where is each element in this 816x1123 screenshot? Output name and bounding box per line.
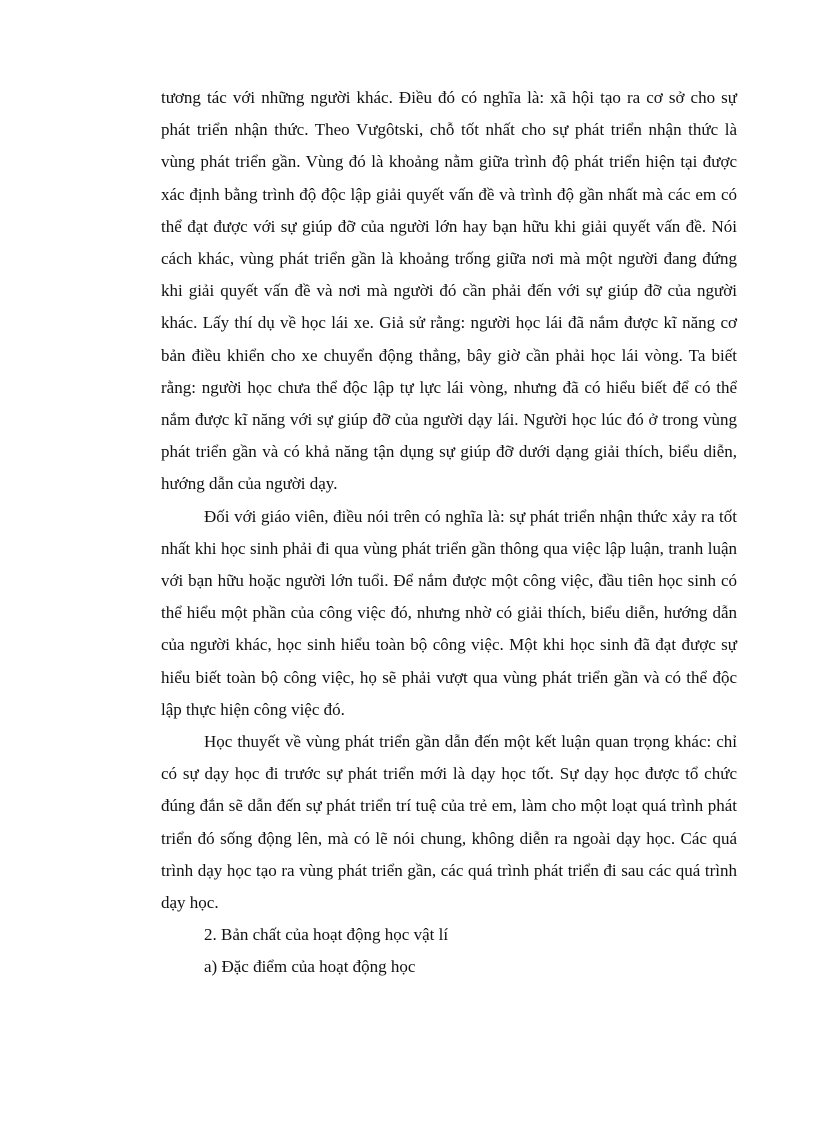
subsection-heading: a) Đặc điểm của hoạt động học (204, 957, 416, 977)
section-heading: 2. Bản chất của hoạt động học vật lí (204, 925, 449, 945)
body-paragraph: Học thuyết về vùng phát triển gần dẫn đến một kết luận quan trọng khác: chỉ có sự dạy học đi trước sự phát triển mới là dạy học tốt. Sự dạy học được tổ chức đúng đắn sẽ dẫn đến sự phát triển trí tuệ của trẻ em, làm cho một loạt quá trình phát triển đó sống động lên, mà có lẽ nói chung, không diễn ra ngoài dạy học. Các quá trình dạy học tạo ra vùng phát triển gần, các quá trình phát triển đi sau các quá trình dạy học. (161, 732, 737, 913)
body-paragraph: Đối với giáo viên, điều nói trên có nghĩa là: sự phát triển nhận thức xảy ra tốt nhất khi học sinh phải đi qua vùng phát triển gần thông qua việc lập luận, tranh luận với bạn hữu hoặc người lớn tuổi. Để nắm được một công việc, đầu tiên học sinh có thể hiểu một phần của công việc đó, nhưng nhờ có giải thích, biểu diễn, hướng dẫn của người khác, học sinh hiểu toàn bộ công việc. Một khi học sinh đã đạt được sự hiểu biết toàn bộ công việc, họ sẽ phải vượt qua vùng phát triển gần và có thể độc lập thực hiện công việc đó. (161, 506, 737, 719)
document-page (161, 82, 737, 984)
body-paragraph: tương tác với những người khác. Điều đó có nghĩa là: xã hội tạo ra cơ sở cho sự phát triển nhận thức. Theo Vưgôtski, chỗ tốt nhất cho sự phát triển nhận thức là vùng phát triển gần. Vùng đó là khoảng nằm giữa trình độ phát triển hiện tại được xác định bằng trình độ độc lập giải quyết vấn đề và trình độ gần nhất mà các em có thể đạt được với sự giúp đỡ của người lớn hay bạn hữu khi giải quyết vấn đề. Nói cách khác, vùng phát triển gần là khoảng trống giữa nơi mà một người đang đứng khi giải quyết vấn đề và nơi mà người đó cần phải đến với sự giúp đỡ của người khác. Lấy thí dụ về học lái xe. Giả sử rằng: người học lái đã nắm được kĩ năng cơ bản điều khiển cho xe chuyển động thẳng, bây giờ cần phải học lái vòng. Ta biết rằng: người học chưa thể độc lập tự lực lái vòng, nhưng đã có hiểu biết để có thể nắm được kĩ năng với sự giúp đỡ của người dạy lái. Người học lúc đó ở trong vùng phát triển gần và có khả năng tận dụng sự giúp đỡ dưới dạng giải thích, biểu diễn, hướng dẫn của người dạy. (161, 88, 737, 494)
